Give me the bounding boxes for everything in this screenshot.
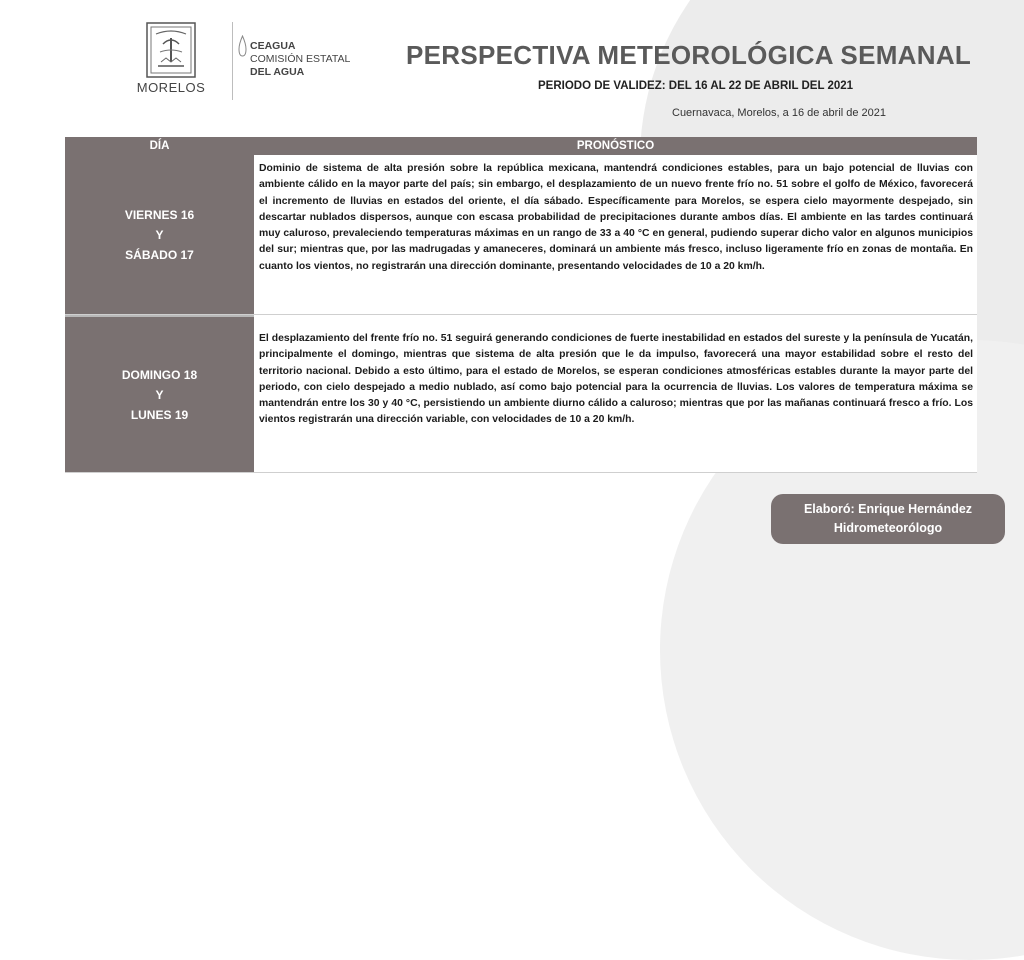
- logo-divider: [232, 22, 233, 100]
- day-label: VIERNES 16: [124, 207, 195, 222]
- day-cell: [65, 315, 254, 472]
- validity-period: PERIODO DE VALIDEZ: DEL 16 AL 22 DE ABRIL DEL 2021: [538, 80, 854, 92]
- column-header-day: DÍA: [149, 140, 170, 152]
- day-label: LUNES 19: [130, 407, 189, 422]
- table-row: [65, 155, 977, 315]
- water-drop-icon: [238, 35, 247, 57]
- morelos-seal-icon: [146, 22, 196, 78]
- day-label: SÁBADO 17: [125, 247, 194, 262]
- org-acronym: CEAGUA: [250, 40, 296, 52]
- author-name: Elaboró: Enrique Hernández: [803, 502, 973, 516]
- day-label: DOMINGO 18: [121, 367, 198, 382]
- org-name-line1: COMISIÓN ESTATAL: [250, 53, 351, 65]
- day-connector: Y: [155, 227, 164, 242]
- org-name-line2: DEL AGUA: [250, 66, 305, 78]
- table-row: [65, 315, 977, 473]
- day-cell: [65, 155, 254, 314]
- column-header-forecast: PRONÓSTICO: [576, 140, 655, 152]
- author-role: Hidrometeorólogo: [833, 521, 943, 535]
- forecast-table: [65, 137, 977, 473]
- place-date: Cuernavaca, Morelos, a 16 de abril de 2021: [672, 107, 887, 119]
- table-header: [65, 137, 977, 155]
- forecast-text: El desplazamiento del frente frío no. 51 seguirá generando condiciones de fuerte inestabilidad en estados del sureste y la península de Yucatán, principalmente el domingo, mientras que sistema de alta presión que le da impulso, favorecerá una mayor estabilidad sobre el resto del territorio nacional. Debido a esto último, para el estado de Morelos, se esperan condiciones atmosféricas estables durante la mayor parte del periodo, con cielo despejado a medio nublado, así como bajo potencial para la ocurrencia de lluvias. Los valores de temperatura máxima se mantendrán entre los 30 y 40 °C, persistiendo un ambiente diurno cálido a caluroso; mientras que por las mañanas continuará fresco a frío. Los vientos registrarán una dirección variable, con velocidades de 10 a 20 km/h.: [254, 315, 977, 472]
- day-connector: Y: [155, 387, 164, 402]
- state-name: MORELOS: [136, 80, 206, 95]
- author-credit: [771, 494, 1005, 544]
- page-title: PERSPECTIVA METEOROLÓGICA SEMANAL: [406, 40, 972, 70]
- forecast-text: Dominio de sistema de alta presión sobre la república mexicana, mantendrá condiciones estables, para un bajo potencial de lluvias con ambiente cálido en la mayor parte del país; sin embargo, el desplazamiento de un nuevo frente frío no. 51 sobre el golfo de México, favorecerá el incremento de lluvias en estados del oriente, el día sábado. Específicamente para Morelos, se espera cielo mayormente despejado, sin descartar nublados dispersos, aunque con escasa probabilidad de precipitaciones durante ambos días. El ambiente en las tardes continuará muy caluroso, prevaleciendo temperaturas máximas en un rango de 33 a 40 °C en general, pudiendo superar dicho valor en algunos municipios del sur; mientras que, por las madrugadas y amaneceres, dominará un ambiente más fresco, incluso ligeramente frío en zonas de montaña. En cuanto los vientos, no registrarán una dirección dominante, presentando velocidades de 10 a 20 km/h.: [254, 155, 977, 314]
